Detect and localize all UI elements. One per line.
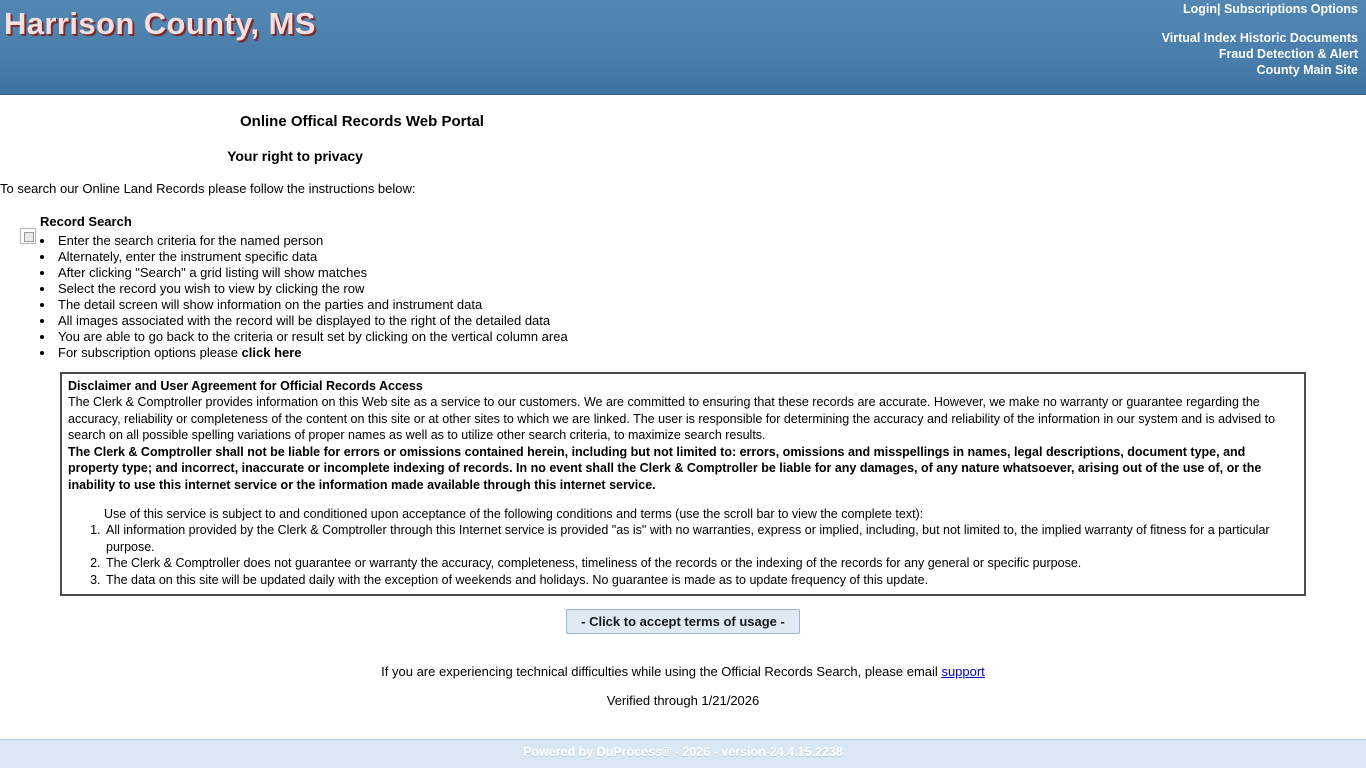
page-header xyxy=(0,0,1366,95)
verified-through-text: Verified through 1/21/2026 xyxy=(606,693,760,708)
terms-list xyxy=(68,522,1298,588)
virtual-index-historic-documents-link[interactable]: Virtual Index Historic Documents xyxy=(1161,31,1358,45)
subscriptions-link[interactable]: Subscriptions xyxy=(1223,2,1308,16)
list-item: • After clicking "Search" a grid listing will show matches xyxy=(40,265,1366,281)
login-link[interactable]: Login xyxy=(1182,2,1217,16)
privacy-title: Your right to privacy xyxy=(227,148,363,164)
fraud-detection-alert-link[interactable]: Fraud Detection & Alert xyxy=(1218,47,1358,61)
terms-item: 1. All information provided by the Clerk & Comptroller through this Internet service is provided "as is" with no warranties, express or implied, including, but not limited to, the implied warranty of fitness for a particular purpose. xyxy=(104,522,1298,555)
header-side-links xyxy=(1162,30,1358,78)
list-item: • Select the record you wish to view by clicking the row xyxy=(40,281,1366,297)
main-content xyxy=(0,95,1366,708)
support-email-link[interactable]: support xyxy=(941,664,985,679)
disclaimer-paragraph: The Clerk & Comptroller provides information on this Web site as a service to our customers. We are committed to ensuring that these records are accurate. However, we make no warranty or guarantee regarding the accuracy, reliability or completeness of the content on this site or at other sites to which we are linked. The user is responsible for determining the accuracy and reliability of the information in our system and is advised to search on all possible spelling variations of proper names as well as to utilize other search criteria, to maximize search results. xyxy=(68,395,1276,442)
page-title: Harrison County, MS xyxy=(4,6,316,41)
page-footer xyxy=(0,739,1366,768)
list-item: • All images associated with the record will be displayed to the right of the detailed data xyxy=(40,313,1366,329)
county-main-site-link[interactable]: County Main Site xyxy=(1256,63,1358,77)
terms-item: 3. The data on this site will be updated daily with the exception of weekends and holidays. No guarantee is made as to update frequency of this update. xyxy=(104,572,1298,589)
footer-version-text: Powered by DuProcess® - 2026 - version-24.4.15.2238 xyxy=(523,745,843,759)
list-item: • Enter the search criteria for the named person xyxy=(40,233,1366,249)
instructions-list xyxy=(0,233,1366,361)
list-item: • Alternately, enter the instrument specific data xyxy=(40,249,1366,265)
intro-text: To search our Online Land Records please follow the instructions below: xyxy=(0,181,416,196)
terms-item: 2. The Clerk & Comptroller does not guarantee or warranty the accuracy, completeness, timeliness of the records or the indexing of the records for any general or specific purpose. xyxy=(104,555,1298,572)
disclaimer-box[interactable] xyxy=(60,372,1306,596)
terms-intro: Use of this service is subject to and conditioned upon acceptance of the following conditions and terms (use the scroll bar to view the complete text): xyxy=(104,507,924,521)
disclaimer-title: Disclaimer and User Agreement for Official Records Access xyxy=(68,379,423,393)
options-link[interactable]: Options xyxy=(1310,2,1358,16)
top-links-bar xyxy=(1183,1,1358,17)
top-links-separator-1: | xyxy=(1216,2,1221,16)
support-text: If you are experiencing technical difficulties while using the Official Records Search, please email xyxy=(381,664,942,679)
list-item: • The detail screen will show information on the parties and instrument data xyxy=(40,297,1366,313)
subscription-click-here-link[interactable]: click here xyxy=(241,345,302,360)
list-item-subscription xyxy=(40,345,1366,361)
list-item: • You are able to go back to the criteria or result set by clicking on the vertical column area xyxy=(40,329,1366,345)
record-search-heading: Record Search xyxy=(40,214,132,229)
support-line xyxy=(0,664,1366,679)
accept-button-container xyxy=(0,609,1366,634)
broken-image-icon xyxy=(20,228,36,244)
accept-terms-button[interactable]: - Click to accept terms of usage - xyxy=(566,609,800,634)
disclaimer-liability-paragraph: The Clerk & Comptroller shall not be liable for errors or omissions contained herein, including but not limited to: errors, omissions and misspellings in names, legal descriptions, document type, and property type; and incorrect, inaccurate or incomplete indexing of records. In no event shall the Clerk & Comptroller be liable for any damages, of any nature whatsoever, arising out of the use of, or the inability to use this internet service or the information made available through this internet service. xyxy=(68,444,1262,492)
portal-title: Online Offical Records Web Portal xyxy=(240,113,484,130)
subscription-text: For subscription options please xyxy=(58,345,242,360)
